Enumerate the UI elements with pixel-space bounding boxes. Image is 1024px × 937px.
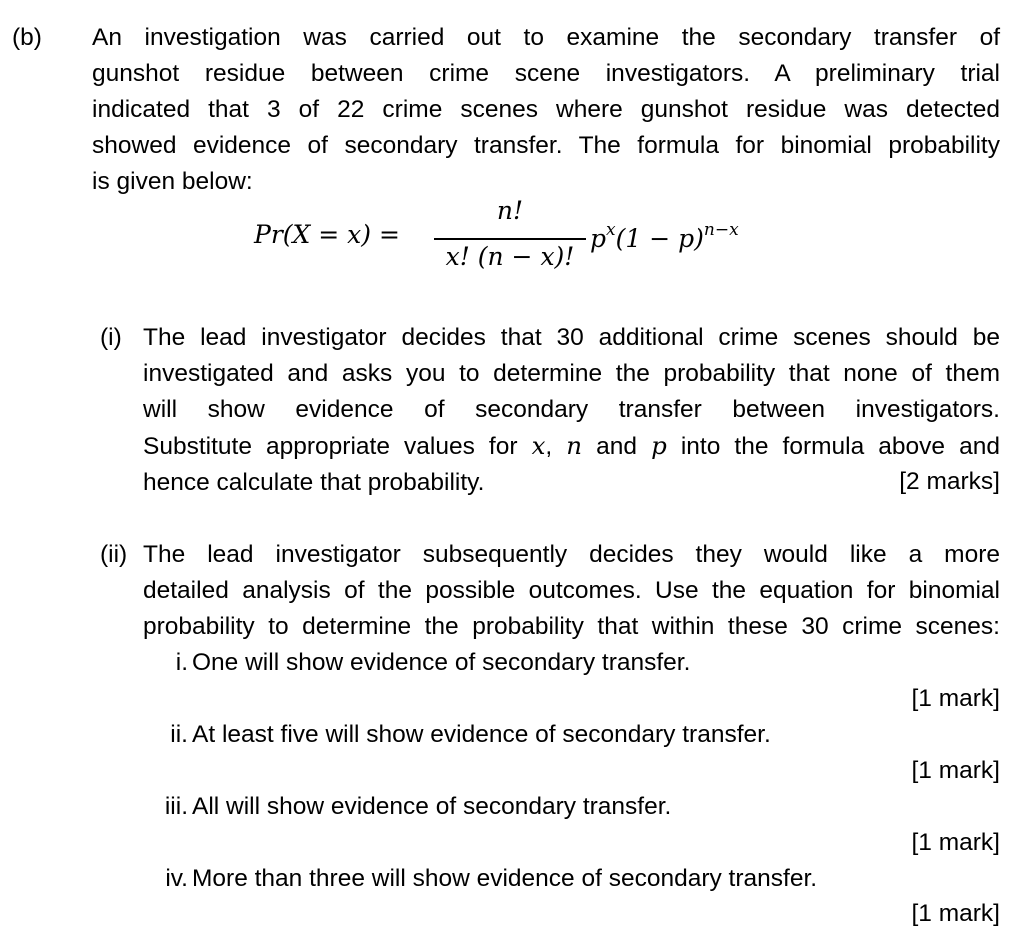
part-i-text: into the formula above and bbox=[666, 433, 1000, 460]
sub-item-numeral: i. bbox=[175, 649, 188, 676]
sub-item bbox=[146, 645, 690, 681]
sub-item-numeral: ii. bbox=[170, 721, 188, 748]
binomial-formula bbox=[254, 190, 814, 290]
sub-item-text: All will show evidence of secondary transfer. bbox=[192, 793, 672, 820]
sub-item-numeral: iv. bbox=[165, 865, 188, 892]
part-ii-line: The lead investigator subsequently decides they would like a more bbox=[143, 541, 1000, 568]
part-ii-body bbox=[143, 537, 1000, 645]
sub-item-marks: [1 mark] bbox=[911, 829, 1000, 856]
part-ii-marker: (ii) bbox=[100, 541, 128, 568]
part-ii-line: probability to determine the probability that within these 30 crime scenes: bbox=[143, 613, 1000, 640]
sub-item-text: At least five will show evidence of secondary transfer. bbox=[192, 721, 771, 748]
part-i-line-vars bbox=[143, 428, 1000, 465]
intro-line: gunshot residue between crime scene investigators. A preliminary trial bbox=[92, 60, 1000, 87]
part-i-text: Substitute appropriate values for bbox=[143, 433, 532, 460]
part-i-line: will show evidence of secondary transfer between investigators. bbox=[143, 396, 1000, 423]
formula-lhs: Pr(X = x) = bbox=[254, 220, 400, 249]
part-i-marker: (i) bbox=[100, 324, 122, 351]
part-i-body bbox=[143, 320, 1000, 501]
part-i-line: The lead investigator decides that 30 additional crime scenes should be bbox=[143, 324, 1000, 351]
formula-exp-nx: n−x bbox=[703, 220, 739, 240]
intro-line: showed evidence of secondary transfer. The formula for binomial probability bbox=[92, 132, 1000, 159]
part-ii bbox=[100, 537, 1000, 645]
var-x: x bbox=[531, 431, 546, 460]
sub-item bbox=[146, 789, 671, 825]
intro-line: is given below: bbox=[92, 168, 253, 195]
intro-line: indicated that 3 of 22 crime scenes where gunshot residue was detected bbox=[92, 96, 1000, 123]
sub-item-text: One will show evidence of secondary transfer. bbox=[192, 649, 691, 676]
part-i-marks: [2 marks] bbox=[899, 468, 1000, 495]
var-p: p bbox=[651, 431, 667, 460]
part-i-line: hence calculate that probability. bbox=[143, 469, 485, 496]
sub-item bbox=[146, 861, 817, 897]
part-i-text: , bbox=[545, 433, 567, 460]
sub-item bbox=[146, 717, 771, 753]
sub-item-text: More than three will show evidence of secondary transfer. bbox=[192, 865, 818, 892]
formula-paren: (1 − p) bbox=[615, 224, 704, 253]
part-i-line: investigated and asks you to determine the probability that none of them bbox=[143, 360, 1000, 387]
fraction-bar bbox=[434, 238, 586, 240]
formula-p: p bbox=[590, 224, 607, 253]
formula-rhs bbox=[590, 220, 739, 253]
formula-denominator: x! (n − x)! bbox=[445, 242, 575, 271]
var-n: n bbox=[566, 431, 583, 460]
part-i bbox=[100, 320, 1000, 501]
sub-item-marks: [1 mark] bbox=[911, 757, 1000, 784]
part-label: (b) bbox=[12, 24, 42, 51]
formula-fraction bbox=[432, 190, 588, 286]
formula-exp-x: x bbox=[606, 220, 616, 240]
part-i-text: and bbox=[582, 433, 652, 460]
intro-line: An investigation was carried out to examine the secondary transfer of bbox=[92, 24, 1000, 51]
part-ii-line: detailed analysis of the possible outcomes. Use the equation for binomial bbox=[143, 577, 1000, 604]
intro-paragraph bbox=[92, 20, 1000, 200]
sub-item-numeral: iii. bbox=[164, 793, 188, 820]
formula-numerator: n! bbox=[496, 196, 524, 225]
sub-item-marks: [1 mark] bbox=[911, 900, 1000, 927]
sub-item-marks: [1 mark] bbox=[911, 685, 1000, 712]
